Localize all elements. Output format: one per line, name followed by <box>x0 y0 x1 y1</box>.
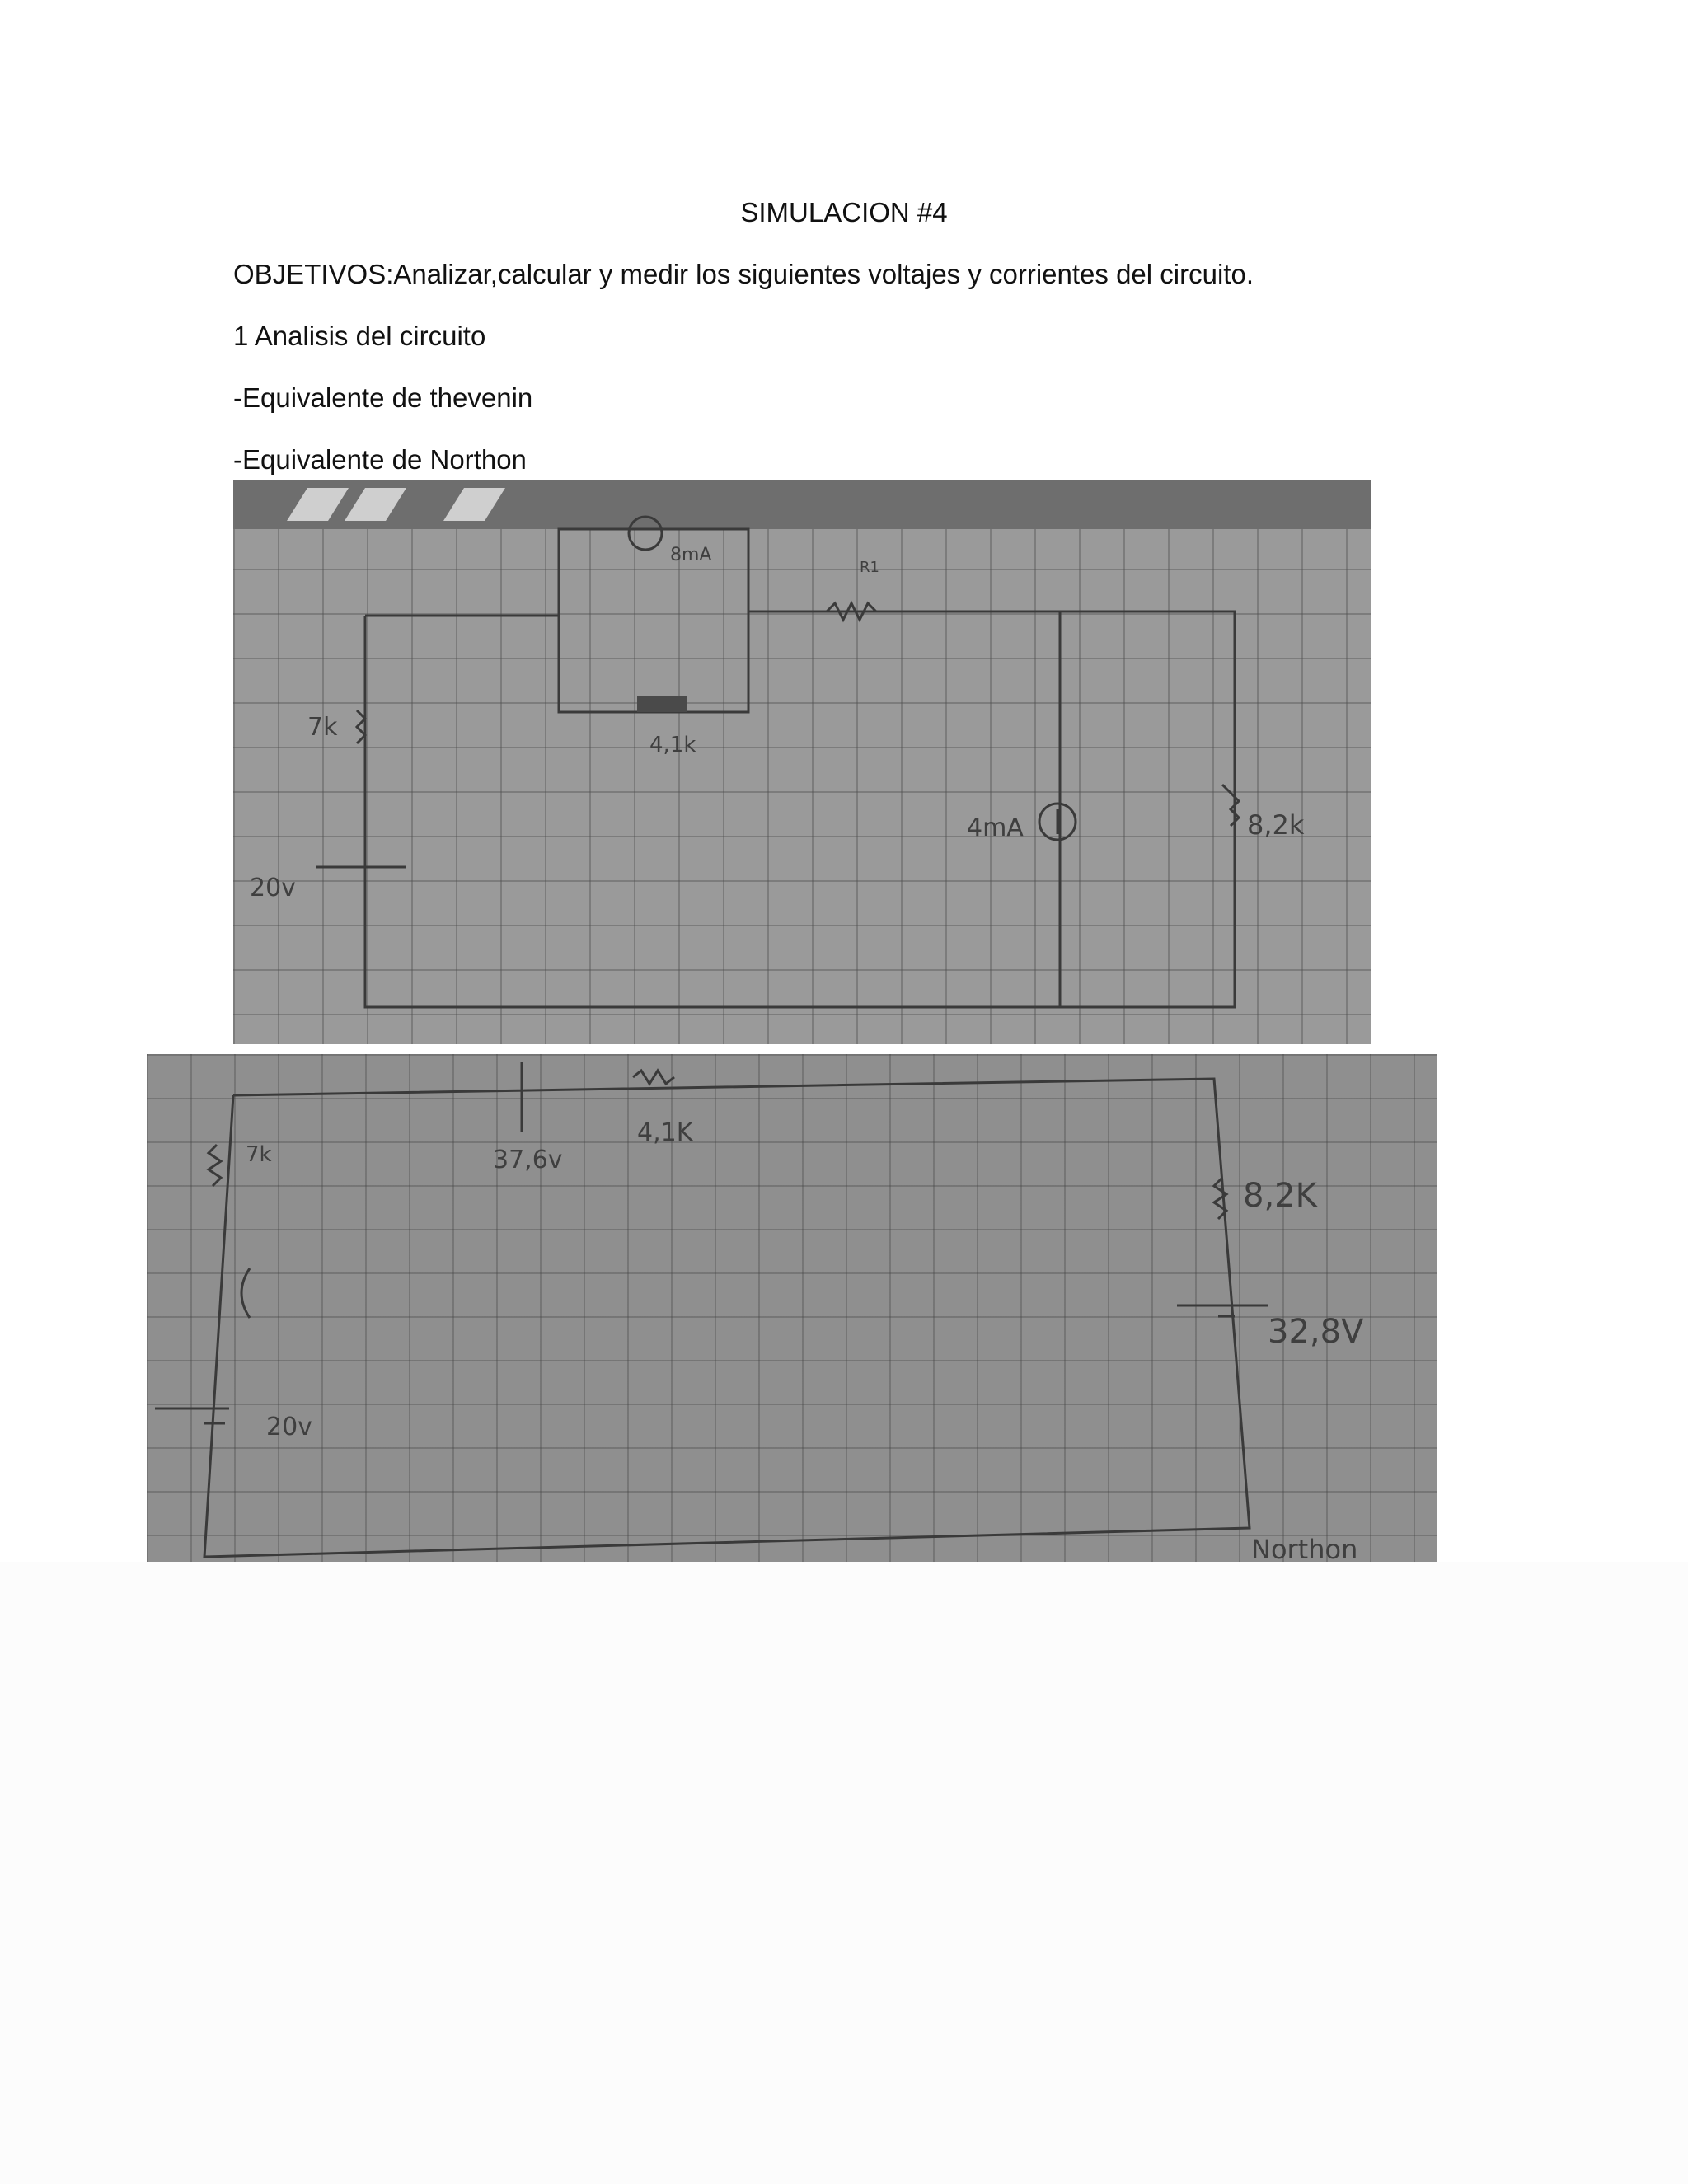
label-resistor-top: R1 <box>860 559 879 576</box>
section-heading: 1 Analisis del circuito <box>233 321 486 351</box>
resistor-top-icon <box>633 1071 674 1084</box>
circuit-drawing-equivalent <box>147 1054 1437 1562</box>
resistor-middle-icon <box>637 696 687 712</box>
label-resistor-top: 4,1K <box>637 1118 693 1147</box>
label-current-source: 4mA <box>967 813 1024 842</box>
label-resistor-left: 7k <box>307 713 338 742</box>
resistor-left-icon <box>209 1145 221 1186</box>
photo-top-shadow <box>233 480 1371 529</box>
label-voltage-right: 32,8V <box>1268 1313 1364 1351</box>
label-voltage-top: 37,6v <box>493 1146 563 1174</box>
label-resistor-right: 8,2K <box>1243 1177 1317 1215</box>
objectives-paragraph: OBJETIVOS:Analizar,calcular y medir los siguientes voltajes y corrientes del circuito. <box>233 259 1254 289</box>
circuit-photo-equivalent <box>147 1054 1437 1562</box>
label-resistor-middle: 4,1k <box>649 733 696 757</box>
label-voltage-source: 20v <box>250 874 296 902</box>
label-resistor-left: 7k <box>246 1142 272 1167</box>
circuit-photo-original <box>233 480 1371 1044</box>
circuit-wire-loop <box>365 612 1235 1007</box>
resistor-right-icon <box>1222 785 1239 826</box>
circuit-drawing-original <box>233 480 1371 1044</box>
circuit-wire-loop-equivalent <box>204 1079 1250 1557</box>
label-resistor-right: 8,2k <box>1247 809 1305 841</box>
label-caption: Northon <box>1251 1534 1358 1562</box>
list-item-northon: -Equivalente de Northon <box>233 444 527 475</box>
page-title: SIMULACION #4 <box>740 197 948 227</box>
label-voltage-left: 20v <box>266 1413 312 1441</box>
circuit-inner-branch <box>559 529 748 712</box>
page-background-bottom <box>0 1562 1688 2184</box>
list-item-thevenin: -Equivalente de thevenin <box>233 382 533 413</box>
label-current-top: 8mA <box>670 545 712 565</box>
current-arrow-mark <box>241 1268 250 1318</box>
